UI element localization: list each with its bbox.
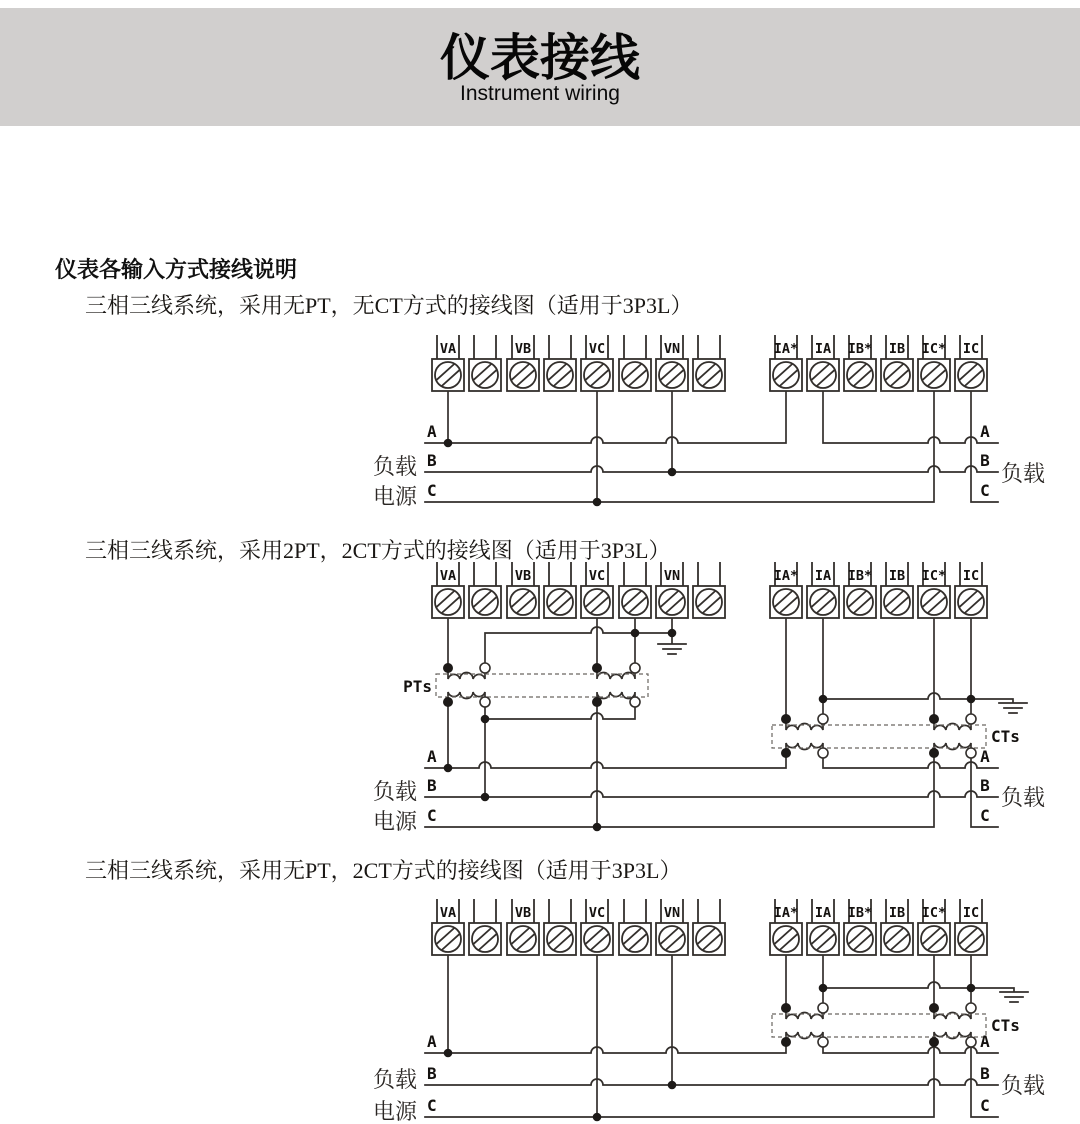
cts-label: CTs (991, 727, 1020, 746)
terminal-label: VC (588, 905, 606, 921)
terminal-label: IA (814, 905, 832, 921)
phase-c-label: C (427, 806, 437, 825)
phase-b-label: B (980, 1064, 990, 1083)
diagram3-wires (425, 955, 1028, 1117)
section-title: 仪表各输入方式接线说明 (55, 257, 298, 282)
terminal-label: IC (962, 341, 980, 357)
load-label: 负载 (1001, 461, 1046, 486)
load-label: 负载 (1001, 785, 1046, 810)
terminal-label: IC* (921, 341, 947, 357)
terminal-screw (469, 562, 501, 618)
phase-c-label: C (427, 481, 437, 500)
ct-dashed-box (772, 1014, 986, 1037)
phase-c-label: C (980, 1096, 990, 1115)
phase-a-label: A (427, 422, 437, 441)
page-title: 仪表接线 (440, 30, 640, 86)
diagram3-line-labels (373, 1016, 1045, 1124)
terminal-label: IC (962, 568, 980, 584)
phase-a-label: A (980, 422, 990, 441)
terminal-label: VB (514, 905, 532, 921)
phase-a-label: A (980, 1032, 990, 1051)
terminal-label: VB (514, 341, 532, 357)
diagram2-line-labels (373, 677, 1045, 834)
diagram3-winding-terminals (781, 1003, 976, 1047)
phase-b-label: B (427, 1064, 437, 1083)
terminal-label: VC (588, 341, 606, 357)
diagram1-caption: 三相三线系统，采用无PT，无CT方式的接线图（适用于3P3L） (85, 293, 693, 318)
terminal-screw (469, 335, 501, 391)
wiring-diagram-1 (373, 335, 1045, 509)
terminal-label: IA* (773, 905, 799, 921)
terminal-label: VN (663, 341, 681, 357)
ct-dashed-box (772, 725, 986, 748)
wiring-diagram-2 (373, 562, 1045, 834)
terminal-label: IA (814, 568, 832, 584)
terminal-label: IB* (847, 341, 873, 357)
terminal-label: IC* (921, 905, 947, 921)
terminal-screw (693, 335, 725, 391)
terminal-label: VN (663, 905, 681, 921)
diagram3-caption: 三相三线系统，采用无PT，2CT方式的接线图（适用于3P3L） (85, 858, 682, 883)
source-label: 电源 (372, 1099, 418, 1124)
terminal-label: VC (588, 568, 606, 584)
load-label: 负载 (1001, 1073, 1046, 1098)
page-subtitle: Instrument wiring (460, 82, 620, 105)
phase-c-label: C (980, 806, 990, 825)
terminal-label: VB (514, 568, 532, 584)
wiring-diagram-3 (373, 899, 1045, 1124)
diagram2-junction-dots (444, 629, 976, 832)
terminal-screw (619, 335, 651, 391)
diagram3-terminal-strip (432, 899, 987, 955)
load-label: 负载 (372, 454, 418, 479)
phase-a-label: A (427, 1032, 437, 1051)
ground-symbol (823, 693, 1027, 713)
terminal-label: IA* (773, 341, 799, 357)
terminal-label: IB (888, 568, 906, 584)
terminal-screw (693, 562, 725, 618)
phase-a-label: A (980, 747, 990, 766)
phase-a-label: A (427, 747, 437, 766)
diagram1-wires (425, 391, 998, 502)
terminal-label: IC (962, 905, 980, 921)
ground-symbol (823, 982, 1028, 1002)
phase-b-label: B (427, 776, 437, 795)
phase-b-label: B (427, 451, 437, 470)
diagram2-terminal-strip (432, 562, 987, 618)
terminal-screw (693, 899, 725, 955)
terminal-label: VA (439, 341, 457, 357)
load-label: 负载 (372, 1067, 418, 1092)
terminal-label: IA (814, 341, 832, 357)
phase-c-label: C (980, 481, 990, 500)
load-label: 负载 (372, 779, 418, 804)
terminal-screw (469, 899, 501, 955)
terminal-label: IC* (921, 568, 947, 584)
terminal-label: IA* (773, 568, 799, 584)
diagram1-terminal-strip (432, 335, 987, 391)
terminal-screw (544, 335, 576, 391)
phase-b-label: B (980, 451, 990, 470)
diagram1-line-labels (373, 422, 1045, 509)
source-label: 电源 (372, 484, 418, 509)
terminal-screw (544, 562, 576, 618)
phase-b-label: B (980, 776, 990, 795)
terminal-label: IB (888, 905, 906, 921)
terminal-screw (544, 899, 576, 955)
pt-dashed-box (436, 674, 648, 697)
terminal-label: VN (663, 568, 681, 584)
terminal-screw (619, 562, 651, 618)
terminal-screw (619, 899, 651, 955)
terminal-label: VA (439, 568, 457, 584)
terminal-label: VA (439, 905, 457, 921)
phase-c-label: C (427, 1096, 437, 1115)
cts-label: CTs (991, 1016, 1020, 1035)
diagram2-winding-terminals (443, 663, 976, 758)
diagram2-caption: 三相三线系统，采用2PT，2CT方式的接线图（适用于3P3L） (85, 538, 671, 563)
terminal-label: IB* (847, 905, 873, 921)
source-label: 电源 (372, 809, 418, 834)
terminal-label: IB* (847, 568, 873, 584)
pts-label: PTs (403, 677, 432, 696)
terminal-label: IB (888, 341, 906, 357)
